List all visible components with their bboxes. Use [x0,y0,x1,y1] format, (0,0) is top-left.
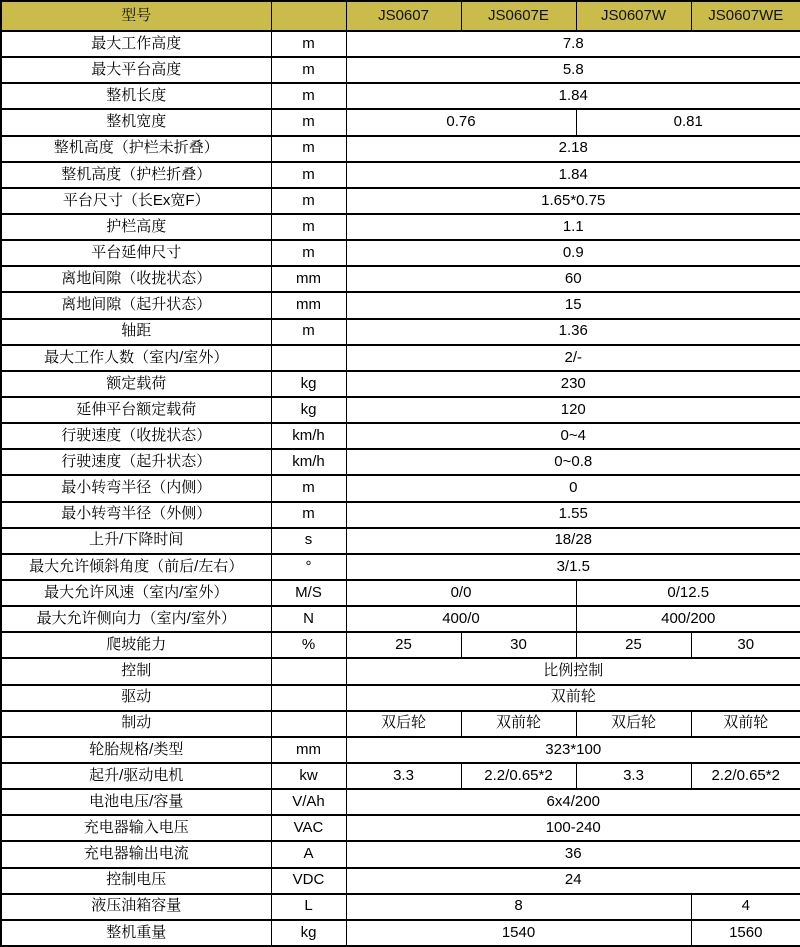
spec-unit [271,658,346,684]
spec-label: 额定载荷 [1,371,271,397]
spec-unit: % [271,632,346,658]
header-model-label: 型号 [1,1,271,31]
spec-value-cell: 比例控制 [346,658,800,684]
spec-unit: kg [271,371,346,397]
spec-row [1,83,800,109]
spec-unit: A [271,841,346,867]
spec-unit: N [271,606,346,632]
spec-row [1,528,800,554]
spec-value-cell: 323*100 [346,737,800,763]
spec-unit: km/h [271,449,346,475]
spec-unit: kg [271,397,346,423]
spec-row [1,475,800,501]
spec-label: 驱动 [1,685,271,711]
spec-label: 延伸平台额定载荷 [1,397,271,423]
spec-value-cell: 双前轮 [461,711,576,737]
spec-row [1,345,800,371]
spec-unit: mm [271,737,346,763]
spec-row [1,240,800,266]
spec-row [1,737,800,763]
spec-value-cell: 2.18 [346,136,800,162]
spec-value-cell: 双前轮 [691,711,800,737]
spec-value-cell: 400/200 [576,606,800,632]
spec-row [1,423,800,449]
spec-table-head [1,1,800,31]
spec-label: 充电器输入电压 [1,815,271,841]
spec-row [1,606,800,632]
spec-row [1,188,800,214]
spec-label: 上升/下降时间 [1,528,271,554]
spec-value-cell: 0/12.5 [576,580,800,606]
spec-label: 最大允许倾斜角度（前后/左右） [1,554,271,580]
header-model-js0607: JS0607 [346,1,461,31]
spec-unit: ° [271,554,346,580]
spec-unit [271,711,346,737]
spec-value-cell: 0.9 [346,240,800,266]
spec-row [1,31,800,57]
spec-label: 最大允许侧向力（室内/室外） [1,606,271,632]
spec-value-cell: 4 [691,894,800,920]
spec-row [1,711,800,737]
spec-label: 液压油箱容量 [1,894,271,920]
spec-row [1,763,800,789]
spec-unit: km/h [271,423,346,449]
spec-value-cell: 8 [346,894,691,920]
spec-unit: m [271,502,346,528]
spec-unit [271,685,346,711]
spec-unit: M/S [271,580,346,606]
spec-label: 充电器输出电流 [1,841,271,867]
spec-value-cell: 1560 [691,920,800,946]
spec-label: 轴距 [1,319,271,345]
spec-value-cell: 0.81 [576,109,800,135]
spec-label: 平台尺寸（长Ex宽F） [1,188,271,214]
spec-row [1,632,800,658]
spec-row [1,868,800,894]
spec-label: 整机重量 [1,920,271,946]
spec-unit [271,345,346,371]
spec-label: 电池电压/容量 [1,789,271,815]
spec-label: 轮胎规格/类型 [1,737,271,763]
spec-value-cell: 0~4 [346,423,800,449]
spec-label: 行驶速度（起升状态） [1,449,271,475]
spec-value-cell: 双前轮 [346,685,800,711]
spec-row [1,292,800,318]
spec-value-cell: 7.8 [346,31,800,57]
spec-row [1,319,800,345]
spec-unit: kw [271,763,346,789]
spec-row [1,397,800,423]
spec-value-cell: 1.1 [346,214,800,240]
spec-value-cell: 3.3 [346,763,461,789]
spec-unit: V/Ah [271,789,346,815]
spec-value-cell: 1.55 [346,502,800,528]
spec-label: 整机高度（护栏未折叠） [1,136,271,162]
spec-unit: m [271,136,346,162]
header-unit-cell [271,1,346,31]
spec-unit: s [271,528,346,554]
spec-value-cell: 1.84 [346,83,800,109]
spec-label: 控制电压 [1,868,271,894]
spec-value-cell: 2.2/0.65*2 [461,763,576,789]
spec-value-cell: 230 [346,371,800,397]
spec-label: 最小转弯半径（外侧） [1,502,271,528]
spec-label: 制动 [1,711,271,737]
spec-value-cell: 36 [346,841,800,867]
spec-unit: m [271,475,346,501]
spec-table-body [1,31,800,946]
spec-value-cell: 18/28 [346,528,800,554]
header-row [1,1,800,31]
spec-unit: VAC [271,815,346,841]
spec-unit: m [271,240,346,266]
spec-value-cell: 25 [576,632,691,658]
spec-unit: mm [271,266,346,292]
spec-unit: kg [271,920,346,946]
spec-value-cell: 1540 [346,920,691,946]
spec-label: 控制 [1,658,271,684]
spec-value-cell: 3/1.5 [346,554,800,580]
spec-row [1,580,800,606]
spec-value-cell: 24 [346,868,800,894]
spec-value-cell: 30 [691,632,800,658]
spec-label: 整机高度（护栏折叠） [1,162,271,188]
spec-value-cell: 双后轮 [346,711,461,737]
spec-value-cell: 0 [346,475,800,501]
spec-value-cell: 120 [346,397,800,423]
spec-unit: VDC [271,868,346,894]
spec-label: 最大允许风速（室内/室外） [1,580,271,606]
spec-row [1,920,800,946]
spec-value-cell: 0~0.8 [346,449,800,475]
spec-unit: L [271,894,346,920]
spec-row [1,162,800,188]
spec-value-cell: 1.36 [346,319,800,345]
spec-label: 最大工作高度 [1,31,271,57]
spec-label: 整机长度 [1,83,271,109]
spec-label: 平台延伸尺寸 [1,240,271,266]
header-model-js0607e: JS0607E [461,1,576,31]
spec-row [1,109,800,135]
spec-row [1,502,800,528]
spec-label: 护栏高度 [1,214,271,240]
spec-label: 最大平台高度 [1,57,271,83]
spec-row [1,266,800,292]
spec-label: 起升/驱动电机 [1,763,271,789]
header-model-js0607we: JS0607WE [691,1,800,31]
spec-label: 最小转弯半径（内侧） [1,475,271,501]
spec-unit: m [271,109,346,135]
spec-value-cell: 25 [346,632,461,658]
spec-value-cell: 双后轮 [576,711,691,737]
spec-row [1,685,800,711]
spec-value-cell: 1.84 [346,162,800,188]
spec-row [1,554,800,580]
spec-unit: m [271,162,346,188]
spec-row [1,449,800,475]
spec-row [1,658,800,684]
spec-unit: m [271,57,346,83]
spec-value-cell: 60 [346,266,800,292]
spec-value-cell: 6x4/200 [346,789,800,815]
spec-value-cell: 5.8 [346,57,800,83]
spec-row [1,214,800,240]
spec-unit: m [271,188,346,214]
spec-unit: m [271,83,346,109]
spec-unit: m [271,319,346,345]
spec-row [1,136,800,162]
spec-label: 离地间隙（起升状态） [1,292,271,318]
spec-row [1,894,800,920]
spec-label: 离地间隙（收拢状态） [1,266,271,292]
spec-value-cell: 100-240 [346,815,800,841]
spec-row [1,371,800,397]
spec-label: 整机宽度 [1,109,271,135]
spec-value-cell: 3.3 [576,763,691,789]
spec-row [1,841,800,867]
spec-unit: m [271,214,346,240]
spec-value-cell: 0/0 [346,580,576,606]
spec-unit: m [271,31,346,57]
spec-row [1,789,800,815]
spec-label: 爬坡能力 [1,632,271,658]
spec-value-cell: 400/0 [346,606,576,632]
header-model-js0607w: JS0607W [576,1,691,31]
spec-row [1,57,800,83]
spec-value-cell: 15 [346,292,800,318]
spec-value-cell: 0.76 [346,109,576,135]
spec-row [1,815,800,841]
spec-label: 最大工作人数（室内/室外） [1,345,271,371]
spec-value-cell: 2/- [346,345,800,371]
spec-value-cell: 2.2/0.65*2 [691,763,800,789]
spec-label: 行驶速度（收拢状态） [1,423,271,449]
spec-value-cell: 30 [461,632,576,658]
spec-value-cell: 1.65*0.75 [346,188,800,214]
spec-unit: mm [271,292,346,318]
